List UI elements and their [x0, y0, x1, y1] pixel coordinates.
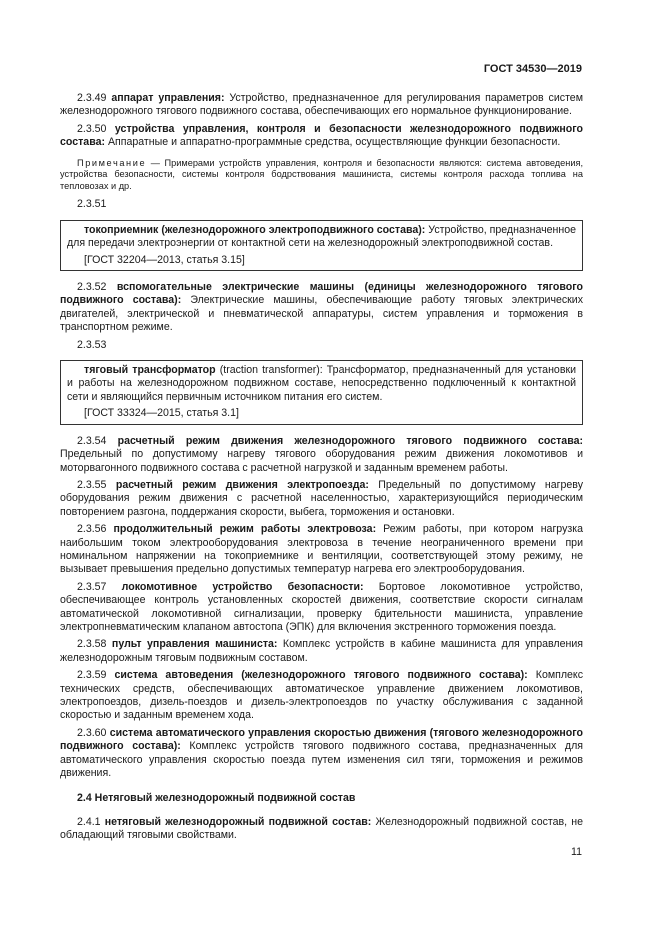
section-heading-2-4: 2.4 Нетяговый железнодорожный подвижной состав [77, 792, 356, 805]
term-title: аппарат управления: [111, 92, 225, 104]
term-title: продолжительный режим работы электровоза: [113, 523, 377, 536]
note-2-3-50 [60, 158, 583, 193]
term-number: 2.3.60 [77, 726, 110, 739]
term-number: 2.3.59 [77, 669, 115, 682]
term-number: 2.3.52 [77, 281, 117, 294]
term-source: [ГОСТ 32204—2013, статья 3.15] [84, 253, 245, 266]
term-title: токоприемник (железнодорожного электроподвижного состава): [84, 223, 426, 236]
term-number: 2.3.54 [77, 434, 118, 447]
term-title: расчетный режим движения железнодорожного тягового подвижного состава: [117, 434, 583, 447]
term-definition: Предельный по допустимому нагреву оборудования режим движения с расчетной населенностью, характеризующийся периодическим повторением разгона, поддержания скорости, выбега, торможения и остановки. [60, 478, 583, 518]
term-number: 2.3.49 [77, 92, 112, 104]
term-title: система автоматического управления скоростью движения (тягового железнодорожного подвижного состава): [60, 726, 583, 753]
term-title: нетяговый железнодорожный подвижной состав: [104, 815, 372, 828]
term-2-3-59 [60, 669, 583, 723]
term-2-3-60 [60, 727, 583, 781]
term-number: 2.3.55 [77, 478, 116, 491]
term-title: локомотивное устройство безопасности: [121, 580, 364, 593]
term-definition: (traction transformer): Трансформатор, предназначенный для установки и работы на железнодорожном подвижном составе, непосредственно подключенный к контактной сети и являющийся первичным источником питания его систем. [67, 364, 576, 403]
term-2-3-54 [60, 435, 583, 475]
term-definition: Железнодорожный подвижной состав, не обладающий тяговыми свойствами. [60, 815, 583, 842]
term-number: 2.3.58 [77, 638, 112, 651]
term-2-3-49 [60, 92, 583, 119]
term-2-3-51-box [60, 220, 583, 271]
note-label: Примечание [77, 157, 147, 168]
term-title: расчетный режим движения электропоезда: [115, 478, 369, 491]
term-source: [ГОСТ 33324—2015, статья 3.1] [84, 407, 239, 420]
term-2-3-55 [60, 479, 583, 519]
page-number: 11 [571, 846, 582, 858]
term-2-3-51-number: 2.3.51 [77, 198, 107, 211]
term-2-3-53 [67, 364, 576, 404]
term-title: система автоведения (железнодорожного тягового подвижного состава): [114, 669, 528, 682]
term-number: 2.3.56 [77, 523, 114, 536]
term-definition: Режим работы, при котором нагрузка наибольшим током электрооборудования электровоза в течение неограниченного времени при номинальном напряжении на токоприемнике и вентиляции, соответствующей этому режиму, не вызывает превышения предельно допустимых температур нагрева его электрооборудования. [60, 523, 583, 576]
term-definition: Бортовое локомотивное устройство, обеспечивающее контроль установленных скоростей движения, соответствие скорости сигналам автоматической локомотивной сигнализации, проверку бдительности машиниста, управление электропневматическим клапаном автостопа (ЭПК) для включения экстренного торможения поезда. [60, 580, 583, 633]
term-2-3-52 [60, 281, 583, 335]
term-title: вспомогательные электрические машины (единицы железнодорожного тягового подвижного состава): [60, 281, 583, 307]
document-body [60, 92, 583, 847]
term-2-3-58 [60, 638, 583, 665]
term-2-3-56 [60, 523, 583, 577]
term-definition: Комплекс устройств в кабине машиниста для управления железнодорожным тяговым подвижным составом. [60, 638, 583, 664]
term-definition: Электрические машины, обеспечивающие работу тяговых электрических двигателей, электрической и пневматической аппаратуры, систем управления и торможения в транспортном режиме. [60, 294, 584, 334]
term-2-3-50 [60, 123, 583, 150]
term-definition: Устройство, предназначенное для регулирования параметров систем железнодорожного тягового подвижного состава, обеспечивающих его нормальное функционирование. [60, 92, 583, 118]
term-definition: Предельный по допустимому нагреву тягового оборудования режим движения локомотивов и моторвагонного подвижного состава с расчетной нагрузкой и заданным временем работы. [60, 448, 583, 474]
term-definition: Комплекс технических средств, обеспечивающих автоматическое управление движением локомотивов, электропоездов, дизель-поездов и дизель-электропоездов по участку обслуживания с заданной скоростью и заданным временем хода. [60, 669, 583, 722]
term-number: 2.3.57 [77, 580, 122, 593]
term-2-3-57 [60, 581, 583, 635]
term-title: тяговый трансформатор [84, 364, 216, 377]
term-number: 2.4.1 [77, 815, 105, 828]
term-number: 2.3.50 [77, 122, 115, 135]
term-2-3-53-number: 2.3.53 [77, 338, 107, 351]
term-definition: Устройство, предназначенное для передачи электроэнергии от контактной сети на железнодорожный электроподвижной состав. [67, 223, 576, 250]
note-text: — Примерами устройств управления, контроля и безопасности являются: система автоведения, устройства безопасности, системы контроля бодрствования машиниста, системы контроля расхода топлива на тепловозах и др. [60, 157, 583, 191]
standard-code: ГОСТ 34530—2019 [483, 63, 582, 75]
term-2-3-53-box [60, 360, 583, 425]
term-2-4-1 [60, 816, 583, 843]
term-definition: Комплекс устройств тягового подвижного состава, предназначенных для автоматического управления скоростью поезда путем изменения сил тяги, торможения и режимов движения. [60, 740, 584, 780]
term-definition: Аппаратные и аппаратно-программные средства, осуществляющие функции безопасности. [105, 136, 561, 149]
term-title: пульт управления машиниста: [111, 638, 278, 651]
term-title: устройства управления, контроля и безопасности железнодорожного подвижного состава: [60, 122, 583, 149]
term-2-3-51 [67, 224, 576, 251]
